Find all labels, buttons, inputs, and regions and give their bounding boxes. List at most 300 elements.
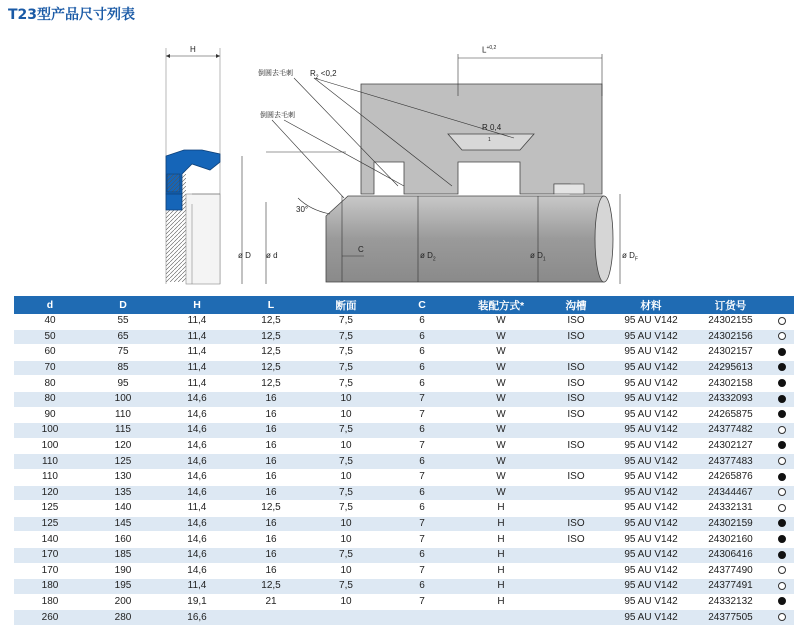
- filled-dot-icon: [778, 348, 786, 356]
- table-cell: ISO: [542, 532, 610, 548]
- table-cell: 12,5: [234, 360, 308, 376]
- table-cell: 145: [86, 516, 160, 532]
- stock-indicator: [769, 391, 794, 407]
- dim-H: H: [190, 45, 196, 54]
- filled-dot-icon: [778, 551, 786, 559]
- table-cell: W: [460, 407, 542, 423]
- table-cell: 95 AU V142: [610, 594, 692, 610]
- table-cell: H: [460, 532, 542, 548]
- table-cell: [542, 501, 610, 517]
- table-cell: 6: [384, 547, 460, 563]
- table-cell: ISO: [542, 391, 610, 407]
- table-cell: 24377505: [692, 610, 769, 626]
- deburr-label-2: 倒圆去毛刺: [260, 112, 295, 119]
- table-cell: [542, 423, 610, 439]
- open-dot-icon: [778, 613, 786, 621]
- table-cell: 24302160: [692, 532, 769, 548]
- table-cell: 110: [14, 469, 86, 485]
- table-header-row: [14, 296, 794, 314]
- table-cell: 95 AU V142: [610, 376, 692, 392]
- stock-indicator: [769, 516, 794, 532]
- table-cell: 24302127: [692, 438, 769, 454]
- stock-indicator: [769, 563, 794, 579]
- filled-dot-icon: [778, 441, 786, 449]
- table-cell: 10: [308, 594, 384, 610]
- table-cell: 90: [14, 407, 86, 423]
- table-cell: 7,5: [308, 345, 384, 361]
- table-cell: ISO: [542, 407, 610, 423]
- table-cell: 24332093: [692, 391, 769, 407]
- table-cell: W: [460, 469, 542, 485]
- table-cell: H: [460, 516, 542, 532]
- table-cell: [542, 579, 610, 595]
- table-cell: 125: [86, 454, 160, 470]
- table-cell: 16: [234, 407, 308, 423]
- table-cell: 14,6: [160, 469, 234, 485]
- table-cell: 16: [234, 469, 308, 485]
- table-cell: [542, 594, 610, 610]
- filled-dot-icon: [778, 519, 786, 527]
- table-row: [14, 469, 794, 485]
- table-cell: 10: [308, 563, 384, 579]
- column-header: [769, 296, 794, 314]
- table-cell: 95 AU V142: [610, 579, 692, 595]
- stock-indicator: [769, 407, 794, 423]
- table-cell: 24302159: [692, 516, 769, 532]
- table-row: [14, 454, 794, 470]
- table-cell: [234, 610, 308, 626]
- table-cell: 7,5: [308, 360, 384, 376]
- open-dot-icon: [778, 488, 786, 496]
- table-cell: 19,1: [160, 594, 234, 610]
- table-cell: W: [460, 329, 542, 345]
- table-cell: 7,5: [308, 314, 384, 329]
- table-cell: 130: [86, 469, 160, 485]
- column-header: D: [86, 296, 160, 314]
- column-header: C: [384, 296, 460, 314]
- table-cell: 6: [384, 345, 460, 361]
- dim-R1-val: 0,4: [490, 123, 502, 132]
- stock-indicator: [769, 345, 794, 361]
- filled-dot-icon: [778, 597, 786, 605]
- table-cell: 14,6: [160, 438, 234, 454]
- filled-dot-icon: [778, 410, 786, 418]
- dim-R1-sub: 1: [488, 136, 491, 143]
- table-cell: 24332132: [692, 594, 769, 610]
- table-cell: W: [460, 360, 542, 376]
- table-cell: ISO: [542, 516, 610, 532]
- table-cell: 14,6: [160, 391, 234, 407]
- table-cell: 160: [86, 532, 160, 548]
- table-cell: 14,6: [160, 563, 234, 579]
- table-cell: 95 AU V142: [610, 345, 692, 361]
- table-cell: [542, 485, 610, 501]
- table-cell: 140: [86, 501, 160, 517]
- stock-indicator: [769, 423, 794, 439]
- stock-indicator: [769, 501, 794, 517]
- table-cell: 7: [384, 594, 460, 610]
- table-cell: 16,6: [160, 610, 234, 626]
- table-cell: 125: [14, 516, 86, 532]
- table-cell: 10: [308, 532, 384, 548]
- table-cell: ISO: [542, 469, 610, 485]
- table-cell: 170: [14, 563, 86, 579]
- table-cell: 24344467: [692, 485, 769, 501]
- table-cell: 10: [308, 469, 384, 485]
- open-dot-icon: [778, 504, 786, 512]
- table-cell: 180: [14, 594, 86, 610]
- table-cell: 6: [384, 423, 460, 439]
- table-cell: 6: [384, 485, 460, 501]
- table-cell: 11,4: [160, 360, 234, 376]
- table-cell: 24302158: [692, 376, 769, 392]
- column-header: 材料: [610, 296, 692, 314]
- table-cell: 14,6: [160, 532, 234, 548]
- table-cell: ISO: [542, 438, 610, 454]
- table-cell: W: [460, 345, 542, 361]
- column-header: 装配方式*: [460, 296, 542, 314]
- table-cell: ISO: [542, 376, 610, 392]
- table-cell: 14,6: [160, 454, 234, 470]
- table-cell: 125: [14, 501, 86, 517]
- table-row: [14, 376, 794, 392]
- table-cell: 95 AU V142: [610, 438, 692, 454]
- table-cell: [542, 563, 610, 579]
- table-cell: 95 AU V142: [610, 547, 692, 563]
- table-cell: 7: [384, 407, 460, 423]
- dim-L: [482, 46, 496, 55]
- table-cell: 95 AU V142: [610, 469, 692, 485]
- table-cell: 6: [384, 314, 460, 329]
- table-cell: 6: [384, 454, 460, 470]
- table-cell: 185: [86, 547, 160, 563]
- stock-indicator: [769, 547, 794, 563]
- column-header: L: [234, 296, 308, 314]
- table-cell: 7: [384, 391, 460, 407]
- table-cell: 24302155: [692, 314, 769, 329]
- dim-R2: [310, 70, 337, 81]
- table-cell: 180: [14, 579, 86, 595]
- table-cell: 7,5: [308, 329, 384, 345]
- filled-dot-icon: [778, 473, 786, 481]
- technical-drawing: [14, 34, 794, 298]
- open-dot-icon: [778, 457, 786, 465]
- deburr-label-1: 倒圆去毛刺: [258, 70, 293, 77]
- dim-R2-val: <0,2: [320, 69, 337, 78]
- table-body: [14, 314, 794, 625]
- table-cell: 12,5: [234, 329, 308, 345]
- table-cell: 95 AU V142: [610, 329, 692, 345]
- table-row: [14, 360, 794, 376]
- table-cell: 95 AU V142: [610, 501, 692, 517]
- table-cell: 12,5: [234, 345, 308, 361]
- table-cell: 21: [234, 594, 308, 610]
- table-cell: [460, 610, 542, 626]
- table-cell: 7: [384, 532, 460, 548]
- table-cell: 7,5: [308, 547, 384, 563]
- table-cell: 60: [14, 345, 86, 361]
- table-row: [14, 391, 794, 407]
- table-cell: 280: [86, 610, 160, 626]
- table-cell: 55: [86, 314, 160, 329]
- table-cell: 24306416: [692, 547, 769, 563]
- stock-indicator: [769, 360, 794, 376]
- table-cell: 16: [234, 563, 308, 579]
- table-cell: 120: [86, 438, 160, 454]
- table-cell: 11,4: [160, 329, 234, 345]
- table-cell: 11,4: [160, 501, 234, 517]
- open-dot-icon: [778, 332, 786, 340]
- table-cell: 80: [14, 376, 86, 392]
- dim-D2: [420, 252, 436, 263]
- table-cell: 95 AU V142: [610, 423, 692, 439]
- table-cell: 120: [14, 485, 86, 501]
- table-cell: 14,6: [160, 516, 234, 532]
- table-cell: 260: [14, 610, 86, 626]
- table-cell: 50: [14, 329, 86, 345]
- table-cell: 16: [234, 391, 308, 407]
- dim-D2-sub: 2: [432, 256, 436, 263]
- table-cell: 85: [86, 360, 160, 376]
- stock-indicator: [769, 532, 794, 548]
- table-cell: 24377482: [692, 423, 769, 439]
- stock-indicator: [769, 469, 794, 485]
- table-cell: 12,5: [234, 376, 308, 392]
- table-cell: 95 AU V142: [610, 485, 692, 501]
- table-cell: 95: [86, 376, 160, 392]
- dim-D1-text: ø D: [530, 251, 543, 260]
- dim-R1: [482, 124, 501, 143]
- open-dot-icon: [778, 317, 786, 325]
- table-cell: [542, 547, 610, 563]
- stock-indicator: [769, 594, 794, 610]
- table-cell: W: [460, 438, 542, 454]
- stock-indicator: [769, 485, 794, 501]
- stock-indicator: [769, 314, 794, 329]
- table-cell: W: [460, 485, 542, 501]
- stock-indicator: [769, 438, 794, 454]
- table-cell: H: [460, 579, 542, 595]
- table-cell: 7,5: [308, 376, 384, 392]
- stock-indicator: [769, 610, 794, 626]
- table-cell: 140: [14, 532, 86, 548]
- table-cell: H: [460, 547, 542, 563]
- table-cell: 10: [308, 391, 384, 407]
- table-row: [14, 579, 794, 595]
- table-cell: 11,4: [160, 579, 234, 595]
- table-cell: W: [460, 314, 542, 329]
- table-cell: 115: [86, 423, 160, 439]
- open-dot-icon: [778, 426, 786, 434]
- table-cell: 6: [384, 376, 460, 392]
- dim-angle: 30°: [296, 205, 309, 214]
- table-row: [14, 532, 794, 548]
- table-cell: ISO: [542, 360, 610, 376]
- table-cell: 70: [14, 360, 86, 376]
- dim-DF: [622, 252, 638, 263]
- filled-dot-icon: [778, 363, 786, 371]
- table-cell: W: [460, 391, 542, 407]
- stock-indicator: [769, 376, 794, 392]
- table-row: [14, 485, 794, 501]
- table-cell: 14,6: [160, 423, 234, 439]
- table-cell: 11,4: [160, 314, 234, 329]
- table-cell: 40: [14, 314, 86, 329]
- table-cell: 95 AU V142: [610, 407, 692, 423]
- table-cell: 10: [308, 407, 384, 423]
- dim-D2-text: ø D: [420, 251, 433, 260]
- table-cell: [384, 610, 460, 626]
- column-header: d: [14, 296, 86, 314]
- table-row: [14, 594, 794, 610]
- table-cell: ISO: [542, 314, 610, 329]
- stock-indicator: [769, 454, 794, 470]
- table-cell: 80: [14, 391, 86, 407]
- table-cell: W: [460, 423, 542, 439]
- table-cell: 16: [234, 532, 308, 548]
- table-cell: 95 AU V142: [610, 563, 692, 579]
- table-cell: 135: [86, 485, 160, 501]
- table-cell: 110: [14, 454, 86, 470]
- table-cell: 16: [234, 547, 308, 563]
- table-cell: W: [460, 454, 542, 470]
- table-row: [14, 345, 794, 361]
- table-cell: 95 AU V142: [610, 360, 692, 376]
- table-cell: 14,6: [160, 485, 234, 501]
- table-cell: 16: [234, 454, 308, 470]
- table-cell: 95 AU V142: [610, 516, 692, 532]
- drawing-svg: [14, 34, 794, 298]
- seal-cross-section: [166, 45, 266, 284]
- table-cell: 24377490: [692, 563, 769, 579]
- spec-table: [14, 296, 794, 626]
- table-cell: 24302157: [692, 345, 769, 361]
- table-cell: 6: [384, 579, 460, 595]
- table-cell: 95 AU V142: [610, 532, 692, 548]
- table-cell: 12,5: [234, 501, 308, 517]
- open-dot-icon: [778, 566, 786, 574]
- page-title: T23型产品尺寸列表: [8, 7, 136, 23]
- dim-L-tol: +0,2: [486, 45, 497, 51]
- dim-L-text: L: [482, 45, 487, 55]
- table-cell: 14,6: [160, 407, 234, 423]
- rod: [326, 196, 613, 282]
- dim-R1-text: R: [482, 123, 488, 132]
- table-cell: ISO: [542, 329, 610, 345]
- table-cell: 195: [86, 579, 160, 595]
- table-cell: 16: [234, 516, 308, 532]
- table-cell: 14,6: [160, 547, 234, 563]
- column-header: H: [160, 296, 234, 314]
- table-cell: [542, 610, 610, 626]
- table-cell: 24265875: [692, 407, 769, 423]
- table-cell: 11,4: [160, 345, 234, 361]
- table-cell: 95 AU V142: [610, 391, 692, 407]
- table-cell: 6: [384, 501, 460, 517]
- table-cell: 200: [86, 594, 160, 610]
- table-cell: 11,4: [160, 376, 234, 392]
- table-row: [14, 563, 794, 579]
- table-cell: [308, 610, 384, 626]
- table-cell: 7,5: [308, 579, 384, 595]
- stock-indicator: [769, 329, 794, 345]
- table-cell: 16: [234, 423, 308, 439]
- table-cell: 24332131: [692, 501, 769, 517]
- table-cell: 7: [384, 563, 460, 579]
- table-cell: [542, 345, 610, 361]
- dim-D1: [530, 252, 546, 263]
- table-row: [14, 516, 794, 532]
- dim-R2-sub: 2: [315, 74, 319, 81]
- table-cell: 24377483: [692, 454, 769, 470]
- table-cell: [542, 454, 610, 470]
- dim-D1-sub: 1: [542, 256, 546, 263]
- table-cell: 7: [384, 516, 460, 532]
- filled-dot-icon: [778, 395, 786, 403]
- dim-R2-text: R: [310, 69, 316, 78]
- table-cell: 6: [384, 360, 460, 376]
- table-row: [14, 314, 794, 329]
- table-cell: 65: [86, 329, 160, 345]
- table-cell: 75: [86, 345, 160, 361]
- table-cell: 190: [86, 563, 160, 579]
- filled-dot-icon: [778, 535, 786, 543]
- open-dot-icon: [778, 582, 786, 590]
- table-cell: 170: [14, 547, 86, 563]
- table-cell: 12,5: [234, 314, 308, 329]
- dim-DF-text: ø D: [622, 251, 635, 260]
- table-cell: 10: [308, 438, 384, 454]
- table-row: [14, 501, 794, 517]
- table-row: [14, 329, 794, 345]
- table-cell: 7,5: [308, 454, 384, 470]
- table-cell: 95 AU V142: [610, 610, 692, 626]
- table-cell: 7: [384, 438, 460, 454]
- table-cell: 24265876: [692, 469, 769, 485]
- table-cell: 7,5: [308, 501, 384, 517]
- table-cell: 100: [86, 391, 160, 407]
- table-cell: 100: [14, 423, 86, 439]
- table-cell: H: [460, 501, 542, 517]
- table-cell: 6: [384, 329, 460, 345]
- filled-dot-icon: [778, 379, 786, 387]
- table-row: [14, 610, 794, 626]
- table-cell: 16: [234, 438, 308, 454]
- table-cell: 95 AU V142: [610, 454, 692, 470]
- table-row: [14, 438, 794, 454]
- stock-indicator: [769, 579, 794, 595]
- table-cell: 24302156: [692, 329, 769, 345]
- dim-d: ø d: [266, 251, 278, 260]
- table-cell: H: [460, 594, 542, 610]
- column-header: 断面: [308, 296, 384, 314]
- table-cell: 24377491: [692, 579, 769, 595]
- table-row: [14, 407, 794, 423]
- table-cell: 12,5: [234, 579, 308, 595]
- table-cell: 10: [308, 516, 384, 532]
- dim-DF-sub: F: [634, 256, 638, 263]
- dim-D: ø D: [238, 251, 251, 260]
- table-cell: 95 AU V142: [610, 314, 692, 329]
- table-cell: 100: [14, 438, 86, 454]
- table-cell: W: [460, 376, 542, 392]
- table-cell: H: [460, 563, 542, 579]
- table-cell: 110: [86, 407, 160, 423]
- table-row: [14, 547, 794, 563]
- dim-C: C: [358, 245, 364, 254]
- table-cell: 7: [384, 469, 460, 485]
- table-row: [14, 423, 794, 439]
